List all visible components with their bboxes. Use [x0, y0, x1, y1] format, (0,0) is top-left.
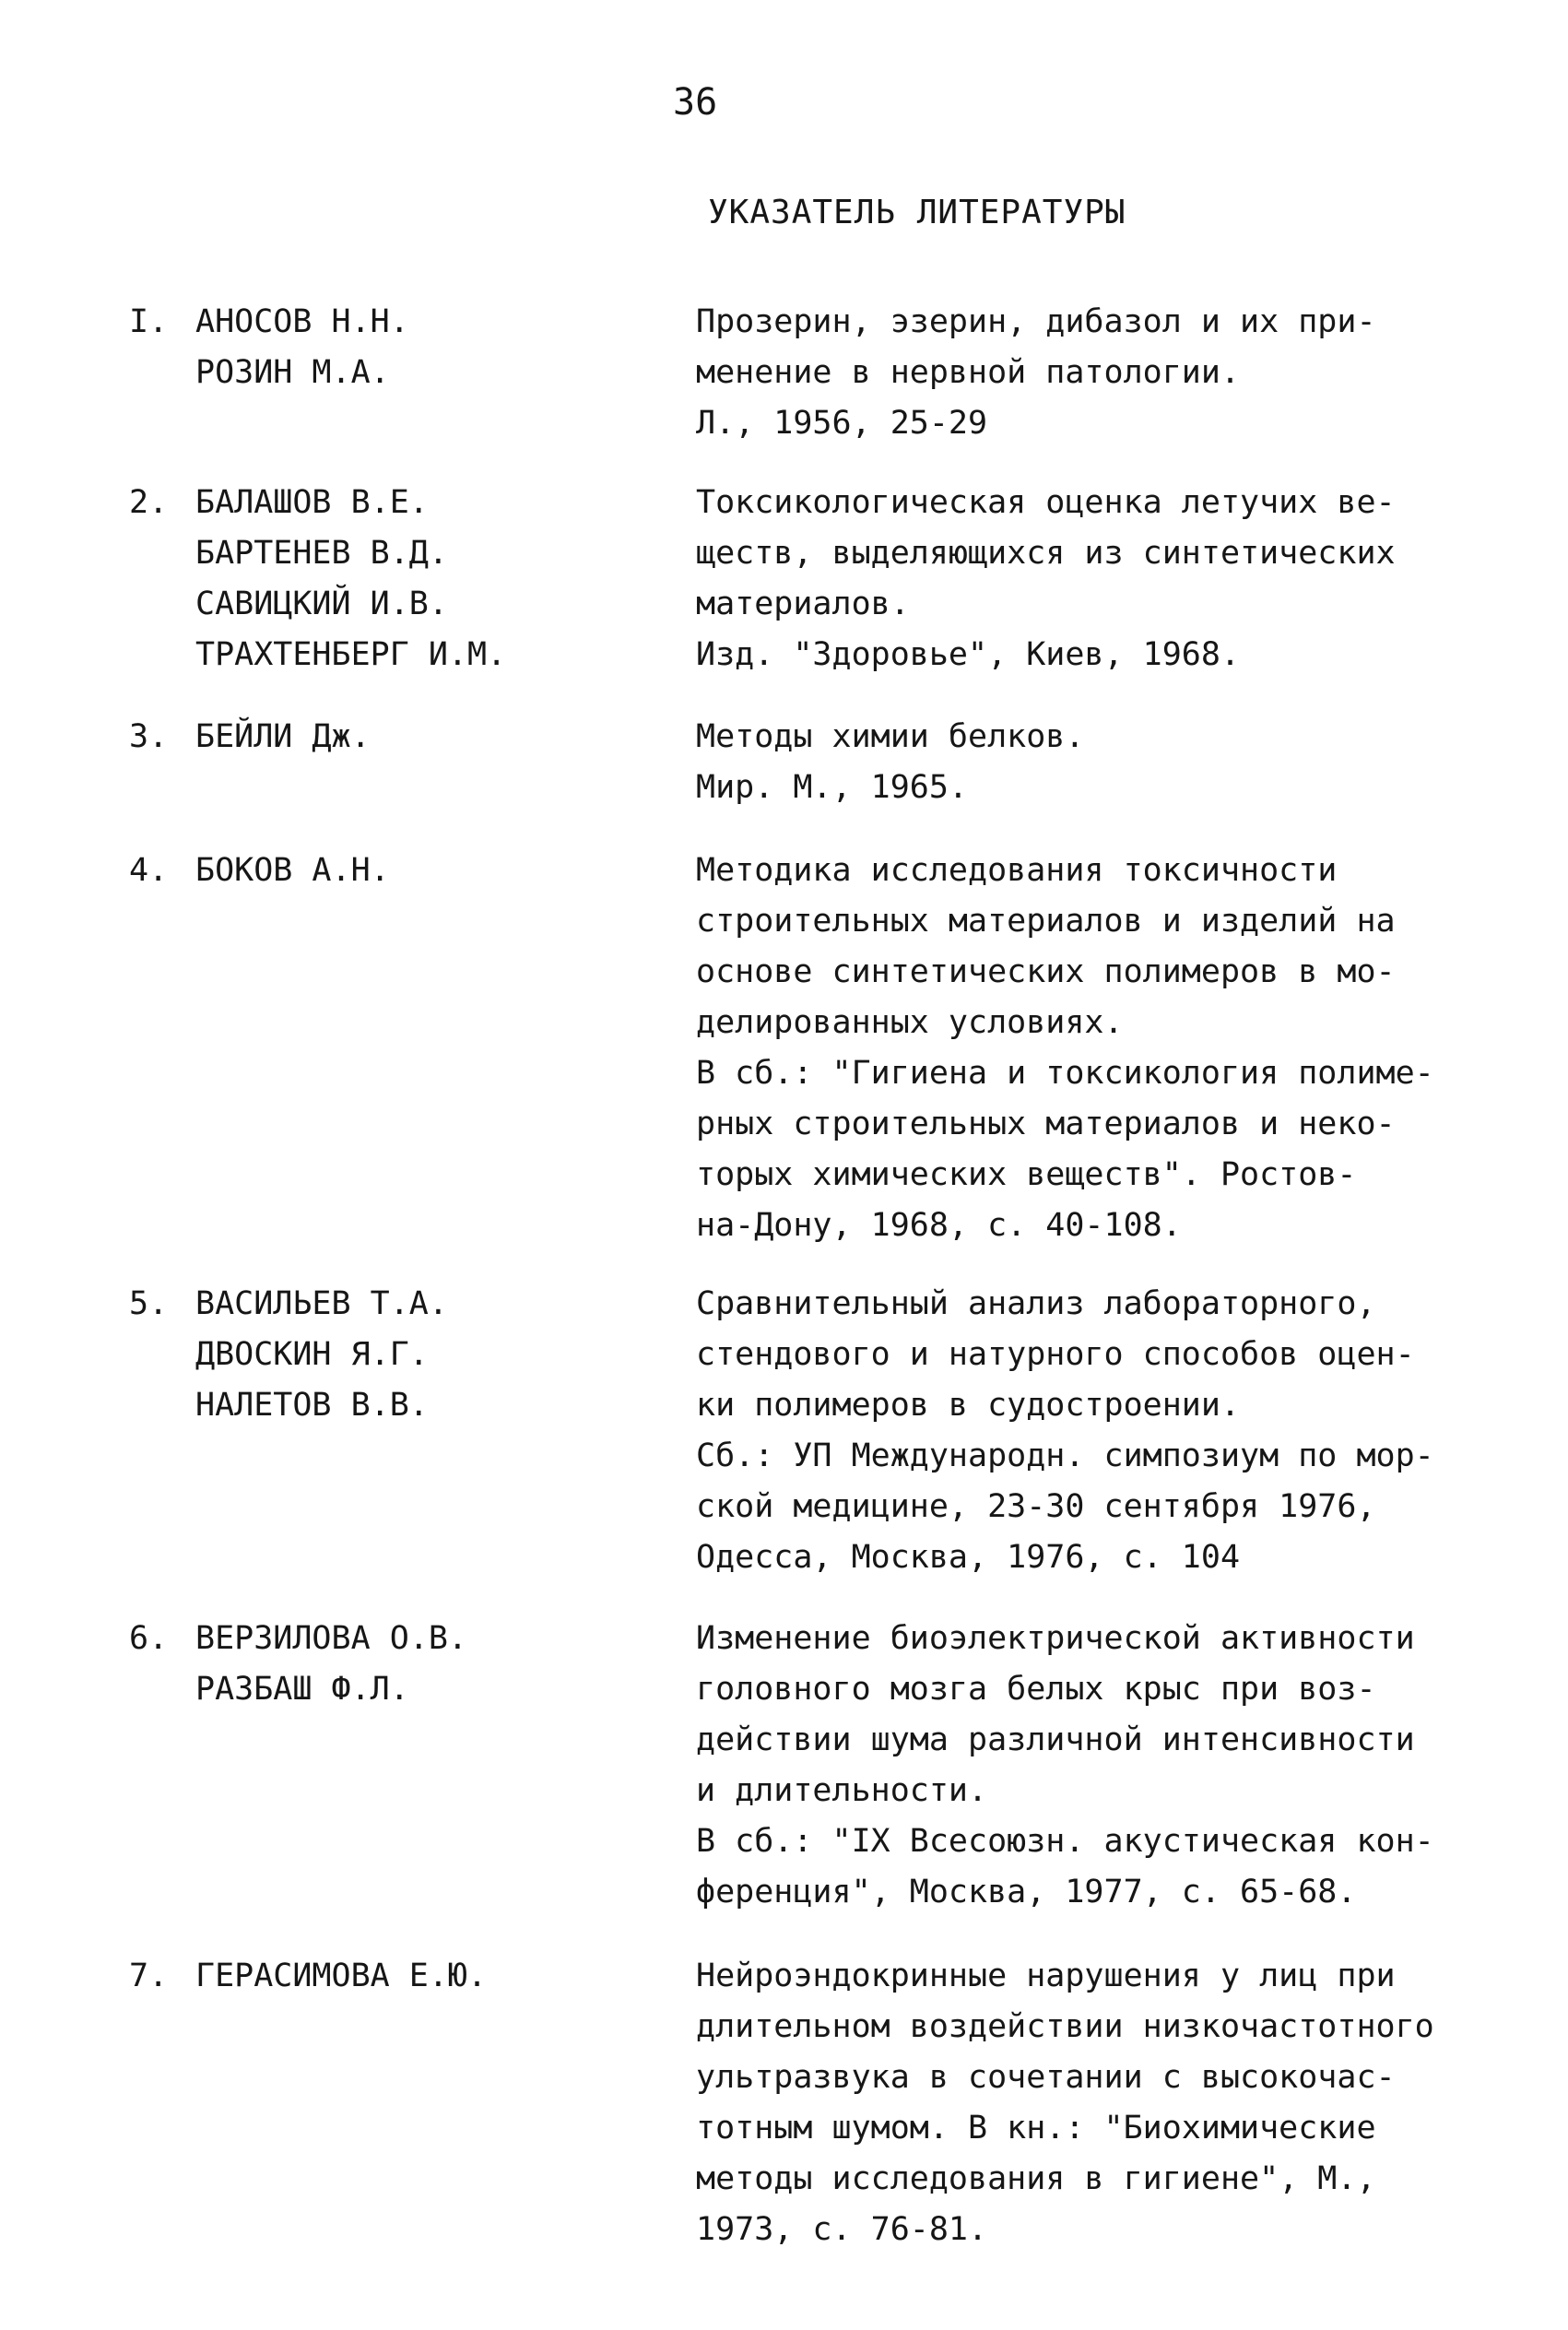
author-name: НАЛЕТОВ В.В. [195, 1387, 429, 1424]
author-name: БЕЙЛИ Дж. [195, 718, 371, 755]
citation-text [696, 478, 1498, 680]
author-list [129, 297, 645, 398]
citation-line: действии шума различной интенсивности [696, 1721, 1415, 1758]
citation-line: методы исследования в гигиене", М., [696, 2160, 1376, 2197]
author-name: АНОСОВ Н.Н. [195, 303, 409, 340]
citation-line: строительных материалов и изделий на [696, 903, 1396, 940]
citation-line: ществ, выделяющихся из синтетических [696, 535, 1396, 572]
citation-text [696, 1279, 1498, 1583]
citation-line: В сб.: "Гигиена и токсикология полиме- [696, 1055, 1434, 1092]
author-list [129, 478, 645, 680]
citation-line: на-Дону, 1968, с. 40-108. [696, 1207, 1182, 1244]
author-name: ВЕРЗИЛОВА О.В. [195, 1620, 468, 1657]
citation-line: длительном воздействии низкочастотного [696, 2008, 1434, 2045]
citation-line: головного мозга белых крыс при воз- [696, 1671, 1376, 1708]
citation-line: Изд. "Здоровье", Киев, 1968. [696, 636, 1241, 673]
author-list [129, 712, 645, 763]
author-list [129, 1279, 645, 1431]
author-name: БОКОВ А.Н. [195, 852, 390, 889]
citation-line: Мир. М., 1965. [696, 769, 969, 806]
citation-line: делированных условиях. [696, 1004, 1124, 1041]
author-name: САВИЦКИЙ И.В. [195, 585, 448, 622]
citation-line: Методы химии белков. [696, 718, 1085, 755]
author-name: РОЗИН М.А. [195, 354, 390, 391]
citation-line: Сравнительный анализ лабораторного, [696, 1285, 1376, 1322]
citation-line: ской медицине, 23-30 сентября 1976, [696, 1488, 1376, 1525]
entry-number: 4. [129, 852, 169, 889]
author-name: ВАСИЛЬЕВ Т.А. [195, 1285, 448, 1322]
citation-line: ультразвука в сочетании с высокочас- [696, 2059, 1396, 2096]
page-number: 36 [673, 81, 718, 124]
author-name: ТРАХТЕНБЕРГ И.М. [195, 636, 507, 673]
citation-line: Изменение биоэлектрической активности [696, 1620, 1415, 1657]
entry-number: I. [129, 303, 169, 340]
entry-number: 2. [129, 484, 169, 521]
page-title: УКАЗАТЕЛЬ ЛИТЕРАТУРЫ [708, 194, 1126, 231]
citation-line: В сб.: "IX Всесоюзн. акустическая кон- [696, 1823, 1434, 1860]
author-name: БАРТЕНЕВ В.Д. [195, 535, 448, 572]
citation-line: Методика исследования токсичности [696, 852, 1338, 889]
entry-number: 6. [129, 1620, 169, 1657]
citation-line: ки полимеров в судостроении. [696, 1387, 1241, 1424]
author-list [129, 846, 645, 896]
citation-line: материалов. [696, 585, 910, 622]
citation-line: стендового и натурного способов оцен- [696, 1336, 1415, 1373]
citation-line: менение в нервной патологии. [696, 354, 1241, 391]
citation-line: основе синтетических полимеров в мо- [696, 953, 1396, 990]
author-list [129, 1951, 645, 2002]
citation-text [696, 712, 1498, 813]
citation-line: тотным шумом. В кн.: "Биохимические [696, 2110, 1376, 2147]
citation-line: ференция", Москва, 1977, с. 65-68. [696, 1874, 1357, 1910]
citation-line: рных строительных материалов и неко- [696, 1106, 1396, 1142]
author-list [129, 1614, 645, 1715]
author-name: РАЗБАШ Ф.Л. [195, 1671, 409, 1708]
citation-line: Одесса, Москва, 1976, с. 104 [696, 1539, 1241, 1576]
citation-text [696, 297, 1498, 449]
author-name: ДВОСКИН Я.Г. [195, 1336, 429, 1373]
citation-line: Токсикологическая оценка летучих ве- [696, 484, 1396, 521]
entry-number: 7. [129, 1957, 169, 1994]
citation-line: Л., 1956, 25-29 [696, 405, 988, 442]
author-name: БАЛАШОВ В.Е. [195, 484, 429, 521]
entry-number: 5. [129, 1285, 169, 1322]
citation-line: Прозерин, эзерин, дибазол и их при- [696, 303, 1376, 340]
citation-line: 1973, с. 76-81. [696, 2211, 988, 2248]
citation-text [696, 846, 1498, 1251]
entry-number: 3. [129, 718, 169, 755]
citation-line: Сб.: УП Международн. симпозиум по мор- [696, 1437, 1434, 1474]
citation-line: торых химических веществ". Ростов- [696, 1156, 1357, 1193]
citation-text [696, 1951, 1498, 2255]
citation-text [696, 1614, 1498, 1918]
citation-line: Нейроэндокринные нарушения у лиц при [696, 1957, 1396, 1994]
citation-line: и длительности. [696, 1772, 988, 1809]
author-name: ГЕРАСИМОВА Е.Ю. [195, 1957, 488, 1994]
